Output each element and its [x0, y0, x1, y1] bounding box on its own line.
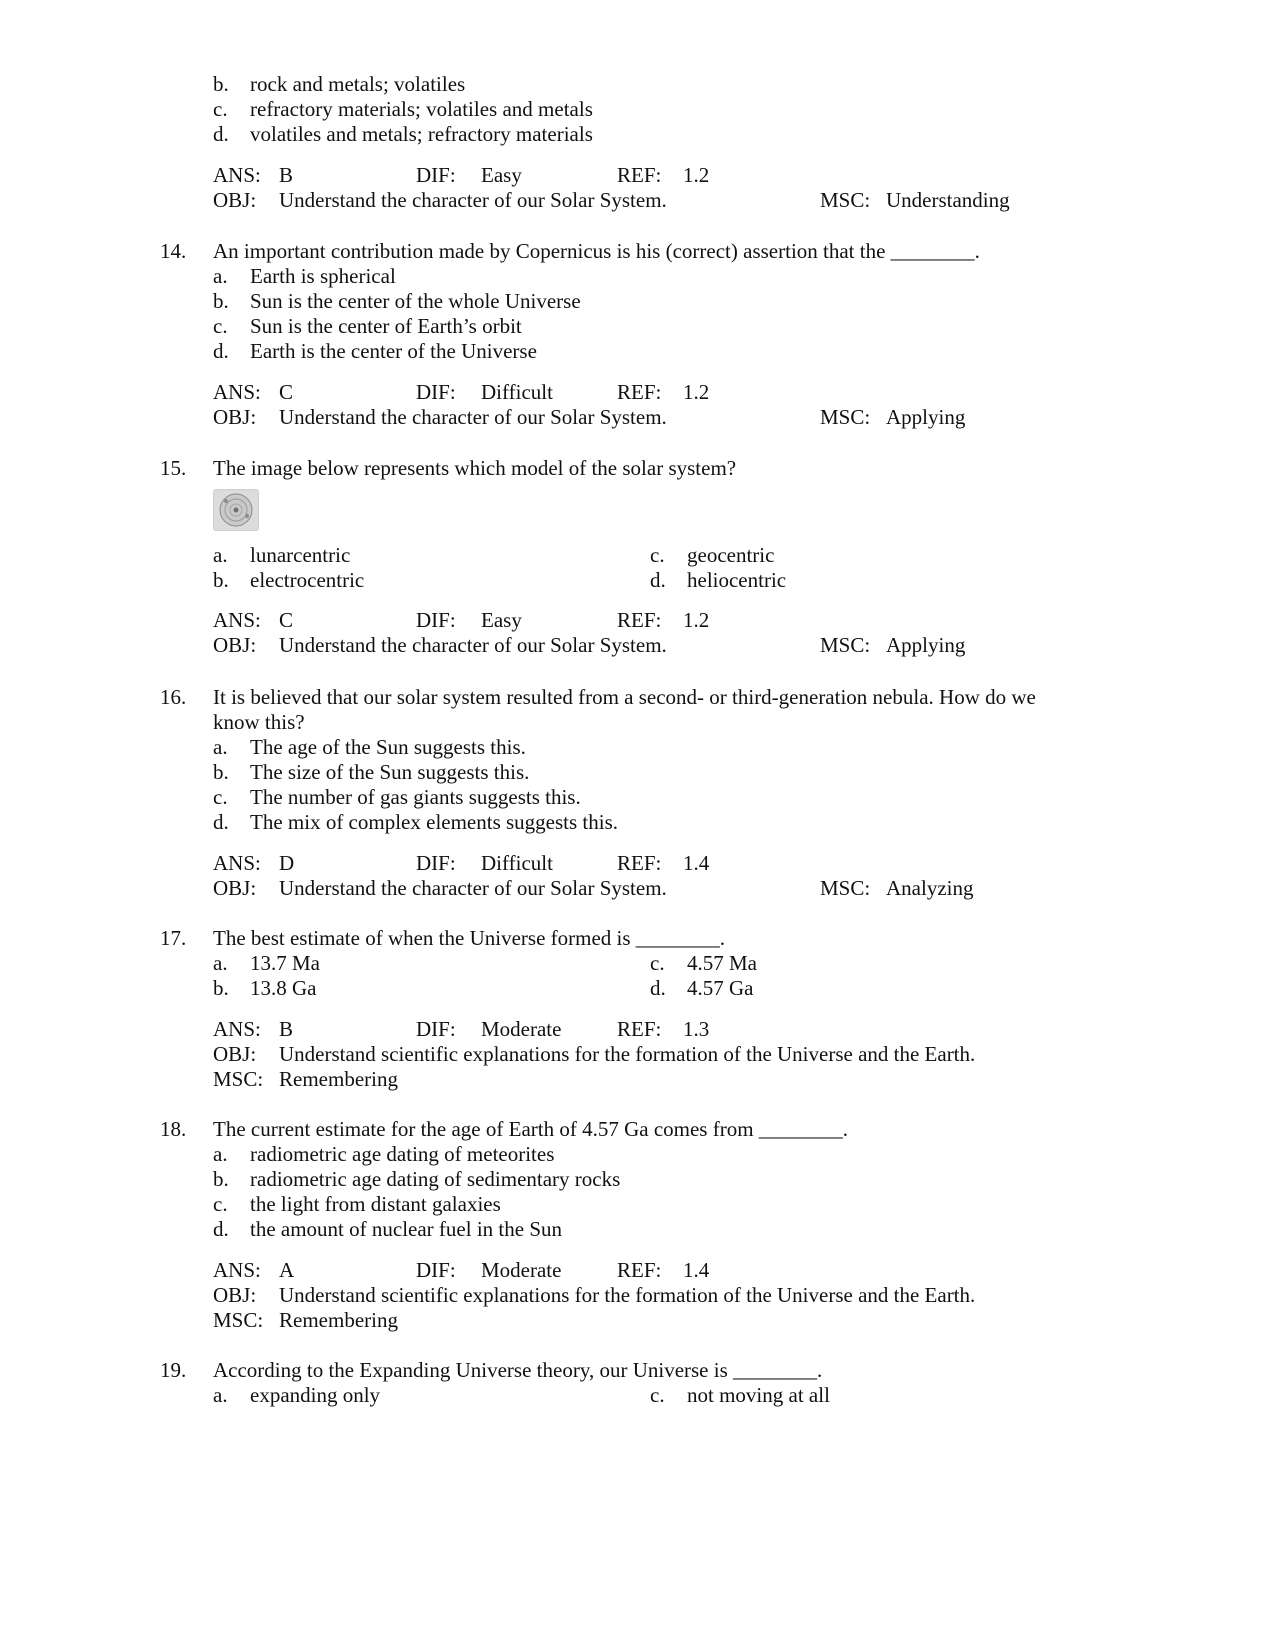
option-letter: d. [213, 339, 229, 363]
dif-value: Easy [481, 163, 522, 187]
question-text-line-1: It is believed that our solar system resulted from a second- or third-generation nebula. How do we [213, 685, 1036, 709]
option-letter: a. [213, 951, 228, 975]
dif-label: DIF: [416, 163, 456, 187]
dif-value: Moderate [481, 1258, 562, 1282]
option-letter: a. [213, 1383, 228, 1407]
ans-label: ANS: [213, 163, 261, 187]
dif-value: Difficult [481, 851, 553, 875]
option-letter: b. [213, 289, 229, 313]
ref-value: 1.2 [683, 163, 710, 187]
option-letter: b. [213, 760, 229, 784]
ref-value: 1.3 [683, 1017, 710, 1041]
option-letter: d. [213, 122, 229, 146]
option-text: not moving at all [687, 1383, 830, 1407]
option-text: Sun is the center of the whole Universe [250, 289, 581, 313]
ans-value: D [279, 851, 295, 875]
question-text: The current estimate for the age of Earth of 4.57 Ga comes from ________. [213, 1117, 849, 1141]
obj-label: OBJ: [213, 876, 257, 900]
question-text: According to the Expanding Universe theory, our Universe is ________. [213, 1358, 823, 1382]
option-text: 4.57 Ga [687, 976, 754, 1000]
option-letter: d. [650, 976, 666, 1000]
dif-value: Difficult [481, 380, 553, 404]
option-letter: c. [213, 97, 228, 121]
question-text: The best estimate of when the Universe formed is ________. [213, 926, 726, 950]
option-text: The age of the Sun suggests this. [250, 735, 526, 759]
option-letter: c. [213, 785, 228, 809]
option-text: Sun is the center of Earth’s orbit [250, 314, 522, 338]
option-text: expanding only [250, 1383, 381, 1407]
ans-label: ANS: [213, 380, 261, 404]
question-text: An important contribution made by Copernicus is his (correct) assertion that the ________. [213, 239, 980, 263]
obj-value: Understand the character of our Solar System. [279, 405, 667, 429]
msc-label: MSC: [820, 876, 871, 900]
obj-value: Understand scientific explanations for the formation of the Universe and the Earth. [279, 1283, 976, 1307]
option-text: radiometric age dating of meteorites [250, 1142, 555, 1166]
option-text: geocentric [687, 543, 775, 567]
option-text: volatiles and metals; refractory materials [250, 122, 593, 146]
dif-label: DIF: [416, 380, 456, 404]
obj-value: Understand the character of our Solar System. [279, 633, 667, 657]
obj-value: Understand scientific explanations for the formation of the Universe and the Earth. [279, 1042, 976, 1066]
obj-value: Understand the character of our Solar System. [279, 876, 667, 900]
option-text: lunarcentric [250, 543, 351, 567]
ans-value: C [279, 380, 294, 404]
option-text: 4.57 Ma [687, 951, 757, 975]
option-letter: a. [213, 735, 228, 759]
option-letter: a. [213, 264, 228, 288]
option-letter: d. [650, 568, 666, 592]
msc-label: MSC: [820, 188, 871, 212]
option-text: electrocentric [250, 568, 365, 592]
ans-value: B [279, 163, 294, 187]
ref-value: 1.4 [683, 851, 710, 875]
msc-value: Understanding [886, 188, 1010, 212]
msc-value: Analyzing [886, 876, 974, 900]
solar-system-model-image [213, 489, 259, 531]
ref-value: 1.2 [683, 608, 710, 632]
msc-value: Remembering [279, 1308, 398, 1332]
obj-label: OBJ: [213, 1042, 257, 1066]
option-letter: c. [213, 314, 228, 338]
msc-label: MSC: [213, 1067, 264, 1091]
ref-value: 1.2 [683, 380, 710, 404]
option-letter: b. [213, 976, 229, 1000]
obj-label: OBJ: [213, 405, 257, 429]
geocentric-diagram-icon [214, 490, 258, 530]
question-text: The image below represents which model of the solar system? [213, 456, 737, 480]
question-number: 19. [160, 1358, 187, 1382]
msc-label: MSC: [213, 1308, 264, 1332]
ref-label: REF: [617, 851, 662, 875]
ref-label: REF: [617, 380, 662, 404]
option-text: Earth is spherical [250, 264, 396, 288]
option-letter: d. [213, 1217, 229, 1241]
obj-label: OBJ: [213, 1283, 257, 1307]
option-letter: d. [213, 810, 229, 834]
obj-value: Understand the character of our Solar System. [279, 188, 667, 212]
option-text: rock and metals; volatiles [250, 72, 466, 96]
obj-label: OBJ: [213, 633, 257, 657]
ref-label: REF: [617, 1017, 662, 1041]
dif-value: Moderate [481, 1017, 562, 1041]
option-letter: a. [213, 1142, 228, 1166]
ref-label: REF: [617, 163, 662, 187]
ref-value: 1.4 [683, 1258, 710, 1282]
option-text: refractory materials; volatiles and metals [250, 97, 593, 121]
ref-label: REF: [617, 1258, 662, 1282]
dif-label: DIF: [416, 851, 456, 875]
option-letter: b. [213, 568, 229, 592]
option-letter: a. [213, 543, 228, 567]
ref-label: REF: [617, 608, 662, 632]
option-text: The size of the Sun suggests this. [250, 760, 530, 784]
dif-value: Easy [481, 608, 522, 632]
question-number: 15. [160, 456, 187, 480]
question-number: 18. [160, 1117, 187, 1141]
dif-label: DIF: [416, 1017, 456, 1041]
option-text: heliocentric [687, 568, 787, 592]
ans-label: ANS: [213, 1258, 261, 1282]
msc-label: MSC: [820, 633, 871, 657]
dif-label: DIF: [416, 608, 456, 632]
option-text: the amount of nuclear fuel in the Sun [250, 1217, 562, 1241]
question-text-line-2: know this? [213, 710, 305, 734]
option-letter: b. [213, 72, 229, 96]
msc-value: Applying [886, 405, 966, 429]
msc-label: MSC: [820, 405, 871, 429]
option-letter: c. [650, 543, 665, 567]
dif-label: DIF: [416, 1258, 456, 1282]
msc-value: Remembering [279, 1067, 398, 1091]
ans-label: ANS: [213, 1017, 261, 1041]
option-letter: c. [650, 1383, 665, 1407]
option-text: Earth is the center of the Universe [250, 339, 537, 363]
option-letter: b. [213, 1167, 229, 1191]
option-text: the light from distant galaxies [250, 1192, 501, 1216]
obj-label: OBJ: [213, 188, 257, 212]
ans-label: ANS: [213, 608, 261, 632]
ans-value: B [279, 1017, 294, 1041]
ans-value: C [279, 608, 294, 632]
option-text: The number of gas giants suggests this. [250, 785, 581, 809]
option-text: The mix of complex elements suggests this. [250, 810, 619, 834]
option-text: 13.7 Ma [250, 951, 320, 975]
msc-value: Applying [886, 633, 966, 657]
question-number: 17. [160, 926, 187, 950]
option-letter: c. [213, 1192, 228, 1216]
option-letter: c. [650, 951, 665, 975]
option-text: 13.8 Ga [250, 976, 317, 1000]
ans-value: A [279, 1258, 295, 1282]
option-text: radiometric age dating of sedimentary rocks [250, 1167, 621, 1191]
ans-label: ANS: [213, 851, 261, 875]
question-number: 16. [160, 685, 187, 709]
question-number: 14. [160, 239, 187, 263]
